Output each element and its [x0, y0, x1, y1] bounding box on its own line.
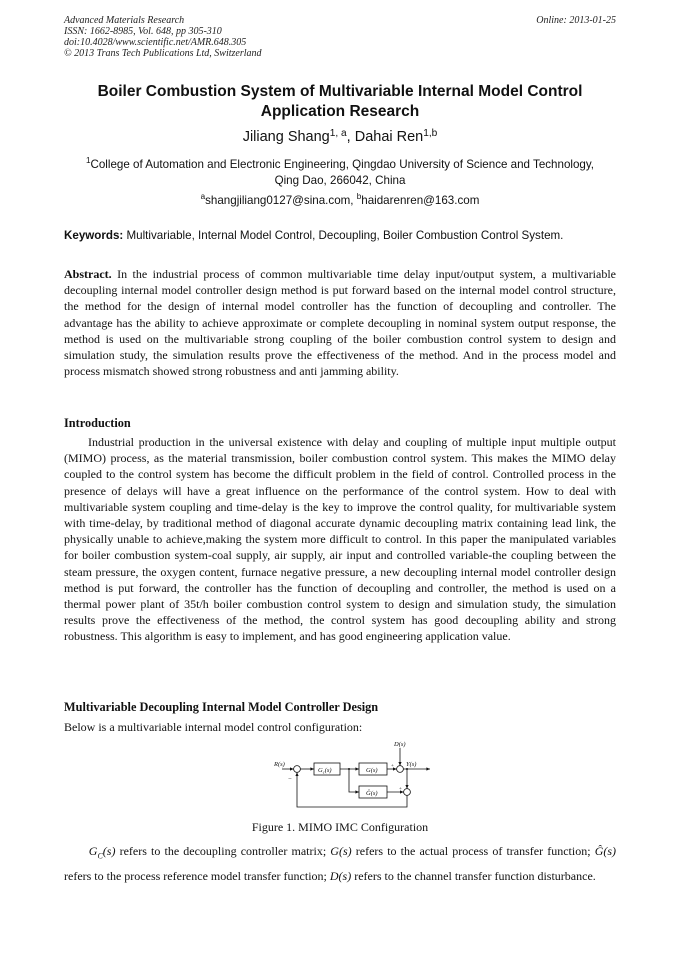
abstract-label: Abstract. [64, 267, 112, 281]
online-date: Online: 2013-01-25 [536, 15, 616, 26]
title-line-1: Boiler Combustion System of Multivariable Internal Model Control [97, 83, 583, 100]
email-a: shangjiliang0127@sina.com, [205, 194, 357, 207]
model-label: Ĝ(s) [366, 790, 378, 797]
disturbance-label: D(s) [394, 741, 406, 748]
affiliation [64, 157, 616, 189]
abstract-text: In the industrial process of common multivariable time delay input/output system, a multivariable decoupling internal model controller design method is put forward based on the internal model control structure, the method for the design of internal model controller has the function of decoupling and controller. The advantage has the ability to achieve approximate or complete decoupling in nominal system output response, the method is used on the multivariable strong coupling of the boiler combustion control system to design and simulation study, the simulation results prove the effectiveness of the method. And in the process model and process mismatch showed strong robustness and anti jamming ability. [64, 267, 616, 379]
keywords-label: Keywords: [64, 229, 124, 242]
author-separator: , [346, 129, 355, 145]
introduction-text: Industrial production in the universal existence with delay and coupling of multiple input multiple output (MIMO) process, as the material transmission, boiler combustion control system. This makes the MIMO delay coupled to the control system has become the difficult problem in the field of control. Controlled process in the presence of delays will have a great influence on the performance of the control system. How to deal with multivariable system coupling and time-delay is the key to improve the control quality, for multivariable system with time-delay, by traditional method of diagonal accurate dynamic decoupling matrix containing lead link, the physically unable to achieve,making the system more difficult to control. In this paper the manipulated variables for boiler combustion system-coal supply, air supply, air input and controlled variable-the coupling between the steam pressure, the oxygen content, furnace negative pressure, a new decoupling internal model controller design method is put forward, the controller has the function of decoupling and controller, the method is used on a thermal power plant of 35t/h boiler combustion control system to design and simulation study, the simulation results prove the effectiveness of the method, the control system has good decoupling ability and strong robustness. This algorithm is easy to implement, and has good engineering application value. [64, 435, 616, 644]
doi-line: doi:10.4028/www.scientific.net/AMR.648.305 [64, 37, 247, 48]
g-definition: refers to the actual process of transfer function; [351, 844, 595, 858]
affiliation-line-2: Qing Dao, 266042, China [274, 174, 406, 187]
gc-symbol: $G_C(s)$ [88, 844, 116, 861]
design-intro: Below is a multivariable internal model control configuration: [64, 720, 363, 734]
output-plus-sign: + [391, 764, 394, 769]
figure-caption: Figure 1. MIMO IMC Configuration [251, 820, 429, 834]
copyright-line: © 2013 Trans Tech Publications Ltd, Switzerland [64, 48, 262, 59]
ghat-symbol: Ĝ(s) [594, 844, 617, 858]
controller-label: $G_c(s)$ [318, 767, 332, 775]
journal-header [64, 15, 616, 59]
affiliation-sup: 1 [85, 156, 91, 165]
journal-name: Advanced Materials Research [64, 15, 185, 26]
author-list [64, 129, 616, 145]
imc-block-diagram [270, 737, 435, 813]
email-b: haidarenren@163.com [361, 194, 480, 207]
author-2-sup: 1,b [423, 128, 438, 139]
author-1-sup: 1, a [329, 128, 347, 139]
disturbance-summing-junction [397, 766, 404, 773]
g-symbol: G(s) [330, 844, 352, 858]
d-symbol: D(s) [329, 869, 352, 884]
issn-line: ISSN: 1662-8985, Vol. 648, pp 305-310 [64, 26, 222, 37]
feedback-plus-sign: + [399, 787, 402, 792]
input-label: R(s) [274, 761, 285, 768]
author-emails [64, 194, 616, 207]
author-2: Dahai Ren [354, 129, 424, 145]
symbol-definitions [64, 841, 616, 886]
input-summing-junction [294, 766, 301, 773]
design-heading: Multivariable Decoupling Internal Model Controller Design [64, 700, 379, 714]
author-1: Jiliang Shang [242, 129, 330, 145]
d-definition: refers to the channel transfer function disturbance. [351, 869, 596, 884]
title-line-2: Application Research [260, 103, 420, 120]
process-label: G(s) [366, 767, 378, 774]
paper-title [64, 82, 616, 122]
email-a-sup: a [200, 192, 206, 201]
affiliation-line-1: College of Automation and Electronic Engineering, Qingdao University of Science and Technology, [90, 158, 595, 171]
output-label: Y(s) [406, 761, 417, 768]
abstract [64, 266, 616, 379]
minus-sign: − [288, 776, 292, 783]
introduction-heading: Introduction [64, 416, 131, 430]
keywords-text: Multivariable, Internal Model Control, Decoupling, Boiler Combustion Control System. [123, 229, 564, 242]
ghat-definition: refers to the process reference model transfer function; [64, 869, 330, 884]
gc-definition: refers to the decoupling controller matrix; [115, 844, 331, 858]
feedback-summing-junction [404, 789, 411, 796]
keywords [64, 229, 616, 242]
email-b-sup: b [356, 192, 362, 201]
